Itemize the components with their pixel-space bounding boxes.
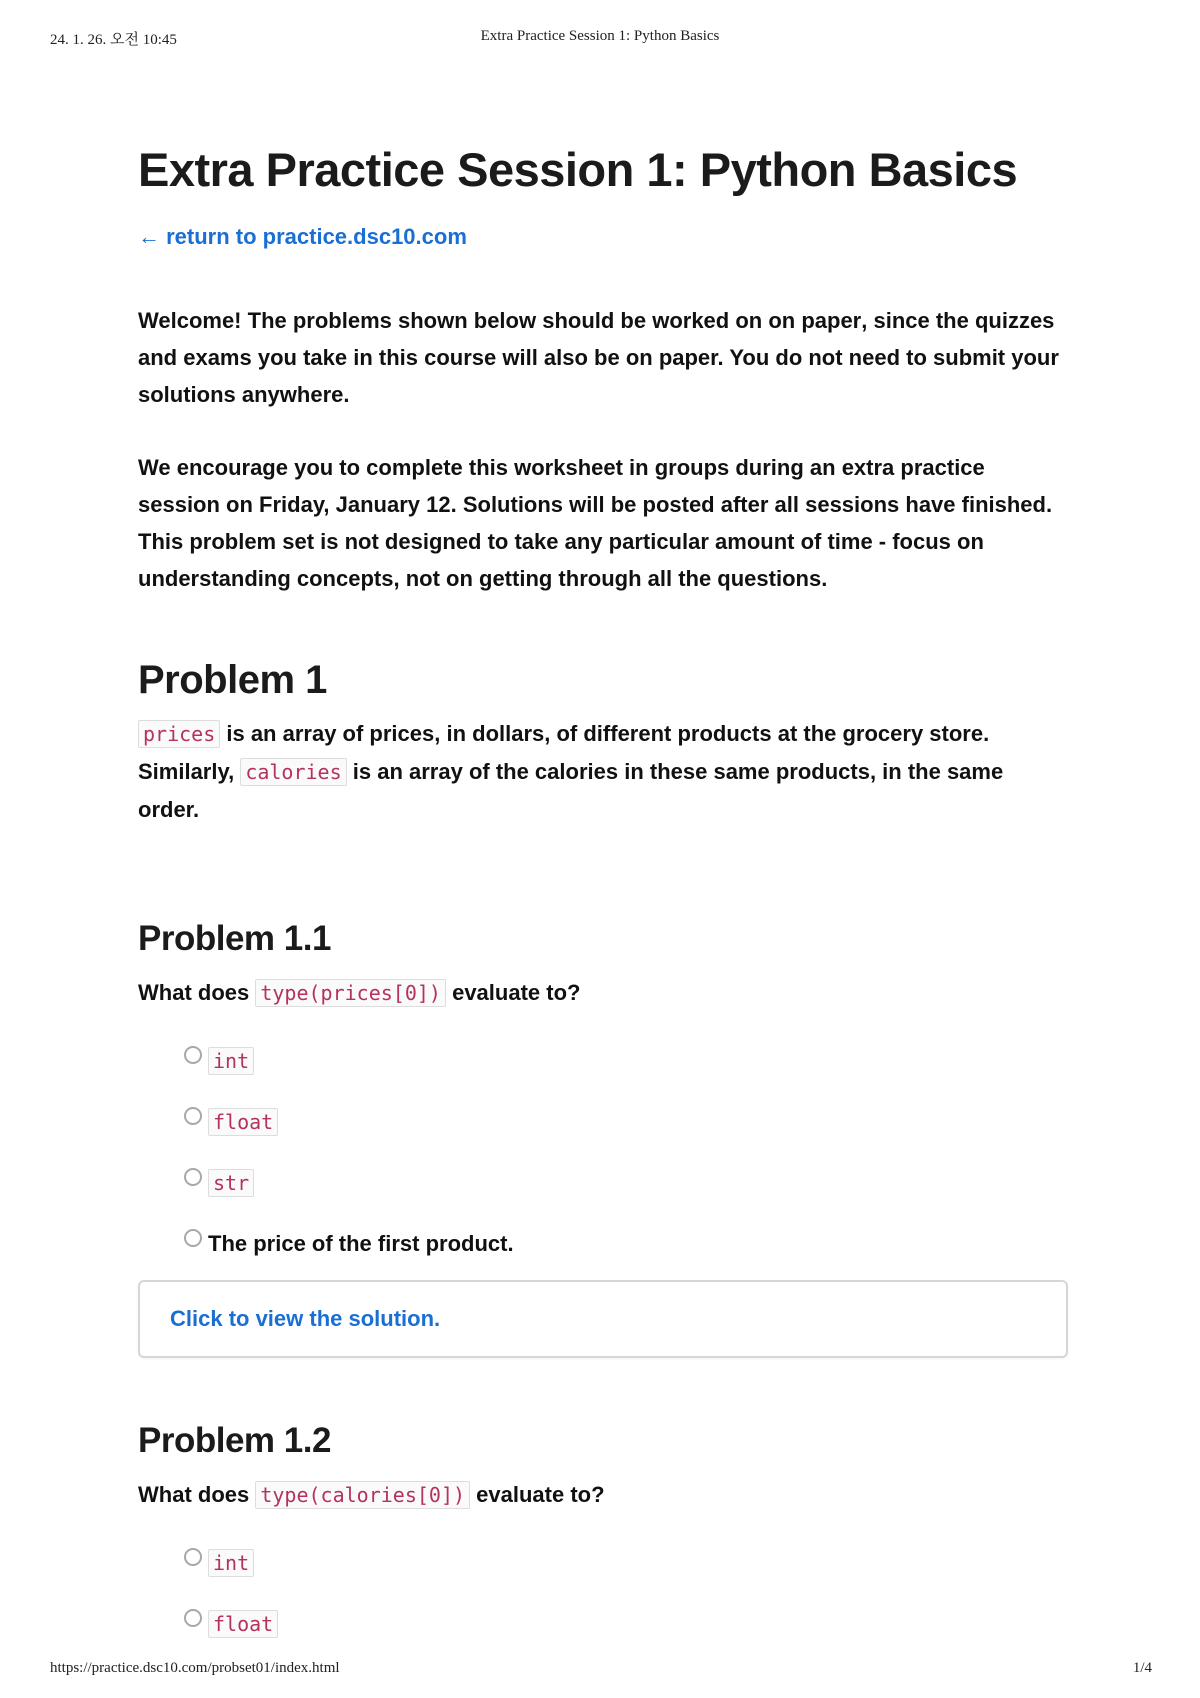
print-page-number: 1/4 <box>1132 1660 1152 1676</box>
intro-text-b: , since the quizzes and exams you take in this course will also be on paper. You do not need to submit your solutions anywhere. <box>138 308 1059 407</box>
intro-paragraph-1 <box>138 302 1068 413</box>
option-label: int <box>208 1047 254 1075</box>
radio-icon[interactable] <box>184 1107 202 1125</box>
code-calories: calories <box>240 758 346 786</box>
problem-1-text-a: is an array of prices, in dollars, of different products at the grocery store. Similarly, <box>138 721 990 784</box>
intro-paragraph-2: We encourage you to complete this worksheet in groups during an extra practice session on Friday, January 12. Solutions will be posted after all sessions have finished. This problem set is not designed to take any particular amount of time - focus on understanding concepts, not on getting through all the questions. <box>138 455 1053 591</box>
code-prices: prices <box>138 720 220 748</box>
problem-1-1-question <box>138 974 1068 1012</box>
view-solution-link[interactable]: Click to view the solution. <box>170 1306 441 1331</box>
option-label: float <box>208 1610 278 1638</box>
option-label: int <box>208 1549 254 1577</box>
problem-1-2-options <box>184 1532 1068 1654</box>
problem-1-1-options <box>184 1030 1068 1274</box>
option-label: The price of the first product. <box>208 1230 514 1256</box>
main-content <box>138 140 1068 1654</box>
radio-icon[interactable] <box>184 1046 202 1064</box>
intro-text-a: Welcome! The problems shown below should be worked on <box>138 308 769 333</box>
question-prefix: What does <box>138 1482 256 1507</box>
back-link[interactable]: ← return to practice.dsc10.com <box>138 224 467 249</box>
question-suffix: evaluate to? <box>445 980 581 1005</box>
page-title: Extra Practice Session 1: Python Basics <box>138 143 1018 196</box>
question-suffix: evaluate to? <box>470 1482 605 1507</box>
problem-1-2-question <box>138 1476 1068 1514</box>
radio-icon[interactable] <box>184 1229 202 1247</box>
option-label: str <box>208 1169 254 1197</box>
print-url: https://practice.dsc10.com/probset01/index.html <box>50 1660 340 1676</box>
problem-1-1-title: Problem 1.1 <box>138 919 331 958</box>
problem-1-description <box>138 715 1068 828</box>
problem-1-text-b: is an array of the calories in these same products, in the same order. <box>138 759 1004 822</box>
radio-icon[interactable] <box>184 1168 202 1186</box>
print-title: Extra Practice Session 1: Python Basics <box>480 28 720 44</box>
problem-1-2-title: Problem 1.2 <box>138 1421 331 1460</box>
radio-icon[interactable] <box>184 1548 202 1566</box>
option-float[interactable] <box>184 1091 1068 1152</box>
solution-box <box>138 1280 1068 1358</box>
intro-bold: on paper <box>768 308 862 333</box>
problem-1-title: Problem 1 <box>138 658 327 702</box>
option-price[interactable] <box>184 1213 1068 1274</box>
question-code: type(prices[0]) <box>255 979 446 1007</box>
question-code: type(calories[0]) <box>255 1481 470 1509</box>
option-float[interactable] <box>184 1593 1068 1654</box>
option-str[interactable] <box>184 1152 1068 1213</box>
question-prefix: What does <box>138 980 256 1005</box>
option-int[interactable] <box>184 1532 1068 1593</box>
option-label: float <box>208 1108 278 1136</box>
print-datetime: 24. 1. 26. 오전 10:45 <box>50 32 177 48</box>
option-int[interactable] <box>184 1030 1068 1091</box>
radio-icon[interactable] <box>184 1609 202 1627</box>
